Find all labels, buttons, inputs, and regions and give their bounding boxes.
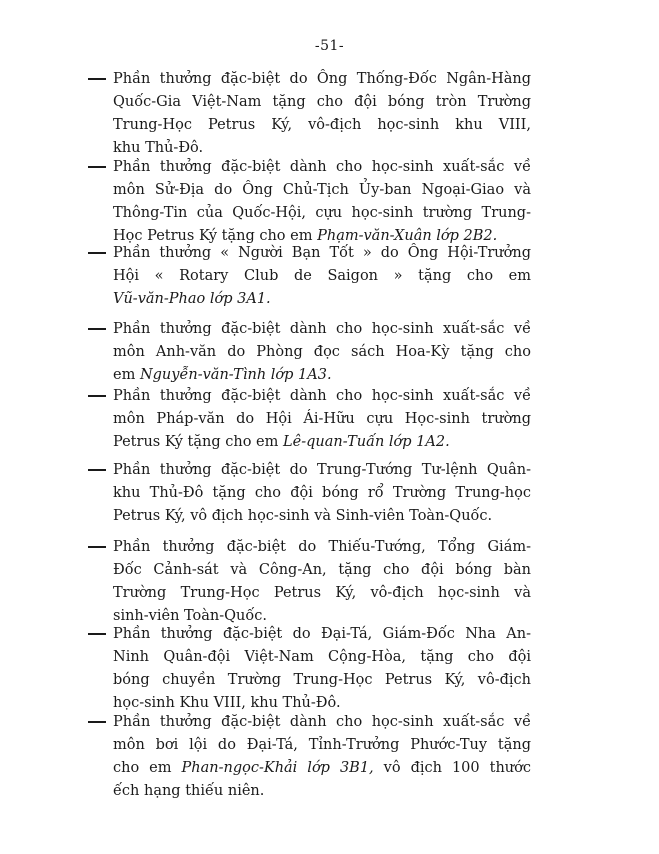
entry-line: Phần thưởng đặc-biệt dành cho học-sinh xuất-sắc về — [113, 388, 531, 404]
student-name: Phạm-văn-Xuân lớp 2B2. — [317, 228, 498, 244]
entry-line: Đốc Cảnh-sát và Công-An, tặng cho đội bóng bàn — [113, 562, 531, 578]
entry-line: môn Sử-Địa do Ông Chủ-Tịch Ủy-ban Ngoại-Giao và — [113, 182, 531, 198]
entry-line: bóng chuyền Trường Trung-Học Petrus Ký, vô-địch — [113, 672, 531, 688]
entry-line: Phần thưởng đặc-biệt dành cho học-sinh xuất-sắc về — [113, 714, 531, 730]
entry-dash — [88, 328, 106, 330]
entry-line: sinh-viên Toàn-Quốc. — [113, 608, 267, 624]
entry-dash — [88, 546, 106, 548]
entry-line: Petrus Ký, vô địch học-sinh và Sinh-viên Toàn-Quốc. — [113, 508, 493, 524]
entry-dash — [88, 166, 106, 168]
student-name: Phan-ngọc-Khải lớp 3B1, — [181, 760, 374, 776]
student-name: Lê-quan-Tuấn lớp 1A2. — [282, 434, 450, 450]
entry-dash — [88, 78, 106, 80]
entry-line: Phần thưởng đặc-biệt dành cho học-sinh xuất-sắc về — [113, 321, 531, 337]
entry-dash — [88, 395, 106, 397]
entry-line: Ninh Quân-đội Việt-Nam Cộng-Hòa, tặng cho đội — [113, 649, 531, 665]
entry-line: Hội « Rotary Club de Saigon » tặng cho em — [113, 268, 531, 284]
entry-text: vô địch 100 thước — [373, 760, 531, 776]
entry-line: ếch hạng thiếu niên. — [113, 783, 265, 799]
entry-text: em — [113, 367, 140, 383]
student-name: Vũ-văn-Phao lớp 3A1. — [113, 291, 271, 307]
entry-line: Trung-Học Petrus Ký, vô-địch học-sinh khu VIII, — [113, 117, 531, 133]
page-number: -51- — [314, 38, 345, 54]
entry-line: Quốc-Gia Việt-Nam tặng cho đội bóng tròn Trường — [113, 94, 531, 110]
entry-line — [113, 757, 531, 780]
entry-line: Trường Trung-Học Petrus Ký, vô-địch học-sinh và — [113, 585, 531, 601]
entry-line: khu Thủ-Đô. — [113, 140, 204, 156]
entry-line: Phần thưởng đặc-biệt do Ông Thống-Đốc Ngân-Hàng — [113, 71, 531, 87]
entry-dash — [88, 469, 106, 471]
entry-line: môn Pháp-văn do Hội Ái-Hữu cựu Học-sinh trường — [113, 411, 531, 427]
entry-line: môn Anh-văn do Phòng đọc sách Hoa-Kỳ tặng cho — [113, 344, 531, 360]
entry-line: Phần thưởng đặc-biệt do Trung-Tướng Tư-lệnh Quân- — [113, 462, 531, 478]
entry-line: khu Thủ-Đô tặng cho đội bóng rổ Trường Trung-học — [113, 485, 531, 501]
entry-dash — [88, 721, 106, 723]
entry-line — [113, 364, 531, 387]
entry-line — [113, 288, 531, 311]
entry-text: cho em — [113, 760, 182, 776]
entry-line: Phần thưởng đặc-biệt dành cho học-sinh xuất-sắc về — [113, 159, 531, 175]
entry-text: Petrus Ký tặng cho em — [113, 434, 283, 450]
entry-dash — [88, 633, 106, 635]
entry-line: Phần thưởng « Người Bạn Tốt » do Ông Hội-Trưởng — [113, 245, 531, 261]
student-name: Nguyễn-văn-Tình lớp 1A3. — [139, 367, 332, 383]
entry-line: Phần thưởng đặc-biệt do Đại-Tá, Giám-Đốc Nha An- — [113, 626, 531, 642]
entry-line: Thông-Tin của Quốc-Hội, cựu học-sinh trường Trung- — [113, 205, 531, 221]
entry-text: Học Petrus Ký tặng cho em — [113, 228, 318, 244]
entry-line: Phần thưởng đặc-biệt do Thiếu-Tướng, Tổng Giám- — [113, 539, 531, 555]
entry-dash — [88, 252, 106, 254]
entry-line: học-sinh Khu VIII, khu Thủ-Đô. — [113, 695, 341, 711]
entry-line — [113, 431, 531, 454]
entry-line: môn bơi lội do Đại-Tá, Tỉnh-Trưởng Phước-Tuy tặng — [113, 737, 531, 753]
